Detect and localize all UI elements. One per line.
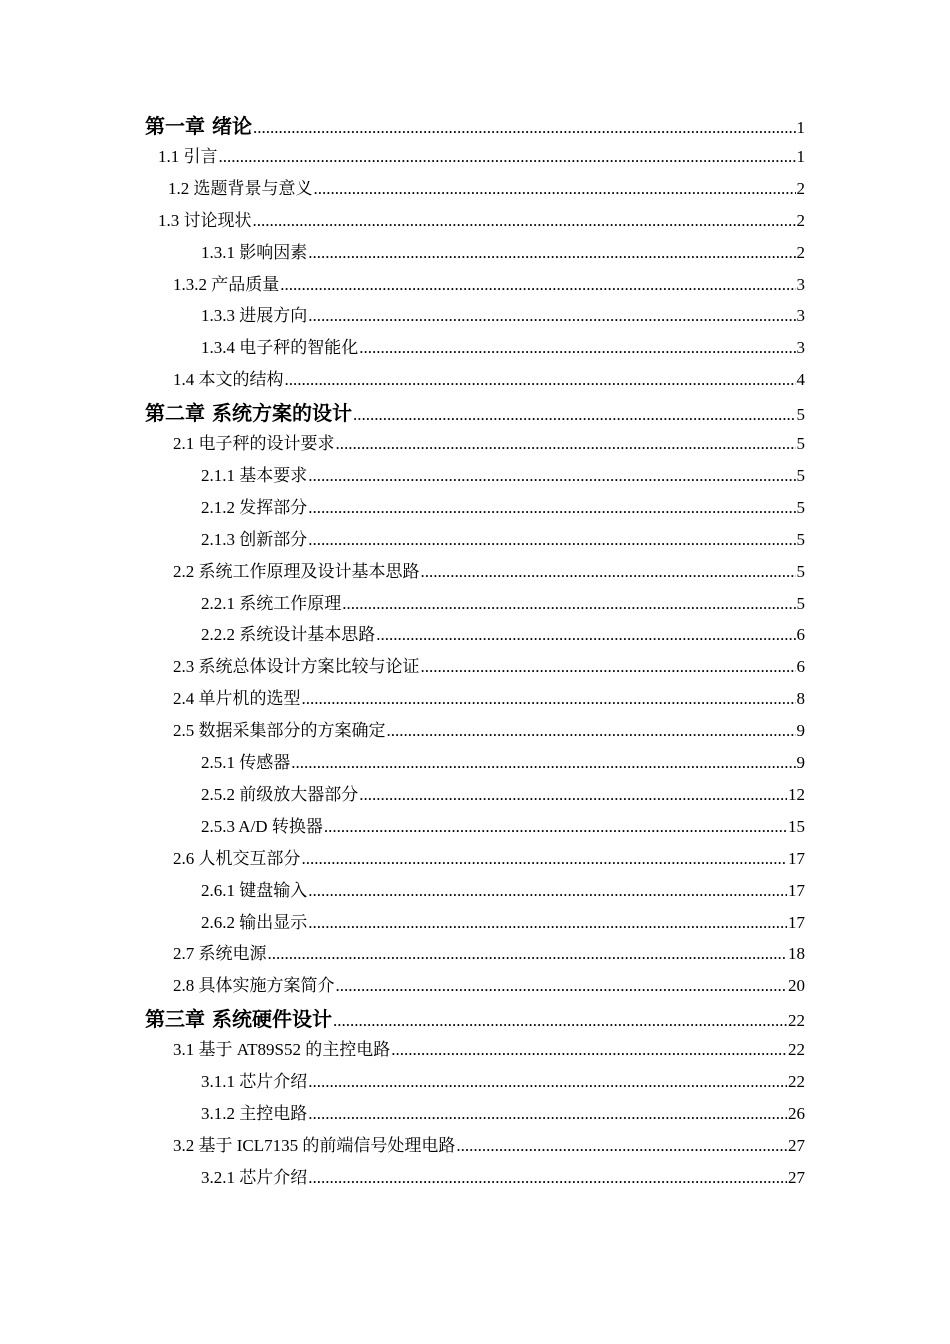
toc-entry-title: 1.3.1 影响因素 <box>201 243 308 262</box>
toc-entry-title: 3.1.1 芯片介绍 <box>201 1072 308 1091</box>
toc-page-number: 22 <box>788 1040 805 1059</box>
toc-page-number: 17 <box>788 913 805 932</box>
toc-page-number: 27 <box>788 1168 805 1187</box>
toc-dot-leader <box>314 180 796 197</box>
toc-dot-leader <box>308 467 795 484</box>
toc-section-entry[interactable] <box>158 148 805 165</box>
toc-entry-title: 1.3.3 进展方向 <box>201 306 308 325</box>
toc-page-number: 6 <box>796 657 805 676</box>
toc-page-number: 9 <box>796 753 805 772</box>
toc-dot-leader <box>302 850 788 867</box>
toc-section-entry[interactable] <box>158 212 805 229</box>
toc-chapter-entry[interactable] <box>145 1009 805 1029</box>
toc-dot-leader <box>308 531 795 548</box>
toc-dot-leader <box>253 212 796 229</box>
toc-page-number: 22 <box>788 1072 805 1091</box>
toc-page-number: 12 <box>788 785 805 804</box>
toc-dot-leader <box>421 658 796 675</box>
toc-page-number: 17 <box>788 881 805 900</box>
toc-dot-leader <box>324 818 787 835</box>
toc-section-entry[interactable] <box>173 977 805 994</box>
toc-chapter-entry[interactable] <box>145 403 805 423</box>
toc-dot-leader <box>285 371 796 388</box>
toc-dot-leader <box>353 406 796 423</box>
toc-page-number: 2 <box>796 211 805 230</box>
toc-section-entry[interactable] <box>173 563 805 580</box>
toc-page-number: 5 <box>796 434 805 453</box>
toc-entry-title: 1.1 引言 <box>158 147 218 166</box>
toc-section-entry[interactable] <box>173 945 805 962</box>
toc-subsection-entry[interactable] <box>201 1073 805 1090</box>
toc-dot-leader <box>280 276 795 293</box>
toc-subsection-entry[interactable] <box>201 786 805 803</box>
toc-dot-leader <box>308 499 795 516</box>
toc-subsection-entry[interactable] <box>201 882 805 899</box>
toc-page-number: 8 <box>796 689 805 708</box>
toc-subsection-entry[interactable] <box>201 818 805 835</box>
toc-dot-leader <box>391 1041 787 1058</box>
toc-entry-title: 3.1 基于 AT89S52 的主控电路 <box>173 1040 391 1059</box>
toc-entry-title: 2.6.1 键盘输入 <box>201 881 308 900</box>
toc-dot-leader <box>308 1169 787 1186</box>
toc-entry-title: 第二章 系统方案的设计 <box>145 401 352 425</box>
toc-page-number: 3 <box>796 306 805 325</box>
toc-section-entry[interactable] <box>173 435 805 452</box>
toc-dot-leader <box>308 307 795 324</box>
toc-entry-title: 1.4 本文的结构 <box>173 370 284 389</box>
toc-page-number: 17 <box>788 849 805 868</box>
toc-entry-title: 2.5.1 传感器 <box>201 753 291 772</box>
toc-entry-title: 2.5.3 A/D 转换器 <box>201 817 323 836</box>
toc-subsection-entry[interactable] <box>201 531 805 548</box>
toc-dot-leader <box>302 690 796 707</box>
toc-page-number: 4 <box>796 370 805 389</box>
toc-entry-title: 2.1.3 创新部分 <box>201 530 308 549</box>
toc-dot-leader <box>308 1105 787 1122</box>
toc-section-entry[interactable] <box>173 371 805 388</box>
toc-entry-title: 2.2 系统工作原理及设计基本思路 <box>173 562 420 581</box>
toc-dot-leader <box>336 977 788 994</box>
toc-entry-title: 3.2 基于 ICL7135 的前端信号处理电路 <box>173 1136 456 1155</box>
toc-page-number: 6 <box>796 625 805 644</box>
toc-entry-title: 2.1.2 发挥部分 <box>201 498 308 517</box>
toc-entry-title: 2.2.2 系统设计基本思路 <box>201 625 376 644</box>
toc-entry-title: 2.1 电子秤的设计要求 <box>173 434 335 453</box>
toc-page-number: 1 <box>796 118 805 137</box>
toc-entry-title: 1.3.4 电子秤的智能化 <box>201 338 359 357</box>
toc-chapter-entry[interactable] <box>145 116 805 136</box>
toc-subsection-entry[interactable] <box>201 339 805 356</box>
toc-entry-title: 2.8 具体实施方案简介 <box>173 976 335 995</box>
toc-page-number: 15 <box>788 817 805 836</box>
toc-section-entry[interactable] <box>168 180 805 197</box>
toc-entry-title: 第一章 绪论 <box>145 114 252 138</box>
toc-page-number: 18 <box>788 944 805 963</box>
toc-entry-title: 1.3.2 产品质量 <box>173 275 280 294</box>
toc-page-number: 5 <box>796 594 805 613</box>
toc-dot-leader <box>291 754 795 771</box>
toc-section-entry[interactable] <box>173 1041 805 1058</box>
toc-section-entry[interactable] <box>173 658 805 675</box>
toc-dot-leader <box>308 244 795 261</box>
toc-entry-title: 1.2 选题背景与意义 <box>168 179 313 198</box>
toc-dot-leader <box>219 148 796 165</box>
toc-subsection-entry[interactable] <box>201 1169 805 1186</box>
toc-section-entry[interactable] <box>173 1137 805 1154</box>
toc-page-number: 5 <box>796 562 805 581</box>
toc-subsection-entry[interactable] <box>201 914 805 931</box>
toc-entry-title: 2.3 系统总体设计方案比较与论证 <box>173 657 420 676</box>
toc-subsection-entry[interactable] <box>201 754 805 771</box>
toc-dot-leader <box>359 339 795 356</box>
toc-subsection-entry[interactable] <box>201 499 805 516</box>
toc-dot-leader <box>359 786 787 803</box>
toc-entry-title: 2.6 人机交互部分 <box>173 849 301 868</box>
toc-dot-leader <box>387 722 796 739</box>
toc-dot-leader <box>308 882 787 899</box>
toc-section-entry[interactable] <box>173 276 805 293</box>
toc-subsection-entry[interactable] <box>201 307 805 324</box>
toc-entry-title: 2.5.2 前级放大器部分 <box>201 785 359 804</box>
toc-subsection-entry[interactable] <box>201 595 805 612</box>
toc-subsection-entry[interactable] <box>201 467 805 484</box>
toc-entry-title: 3.2.1 芯片介绍 <box>201 1168 308 1187</box>
toc-entry-title: 2.7 系统电源 <box>173 944 267 963</box>
toc-dot-leader <box>376 626 795 643</box>
toc-page-number: 5 <box>796 405 805 424</box>
toc-dot-leader <box>456 1137 787 1154</box>
toc-entry-title: 第三章 系统硬件设计 <box>145 1007 332 1031</box>
toc-entry-title: 2.1.1 基本要求 <box>201 466 308 485</box>
toc-page-number: 22 <box>788 1011 805 1030</box>
toc-section-entry[interactable] <box>173 690 805 707</box>
toc-dot-leader <box>342 595 795 612</box>
toc-dot-leader <box>336 435 796 452</box>
toc-subsection-entry[interactable] <box>201 1105 805 1122</box>
toc-page-number: 26 <box>788 1104 805 1123</box>
toc-entry-title: 2.5 数据采集部分的方案确定 <box>173 721 386 740</box>
toc-page-number: 9 <box>796 721 805 740</box>
toc-page-number: 27 <box>788 1136 805 1155</box>
toc-dot-leader <box>333 1012 787 1029</box>
toc-entry-title: 1.3 讨论现状 <box>158 211 252 230</box>
toc-section-entry[interactable] <box>173 722 805 739</box>
toc-section-entry[interactable] <box>173 850 805 867</box>
toc-page-number: 3 <box>796 338 805 357</box>
toc-page-number: 1 <box>796 147 805 166</box>
toc-page-number: 2 <box>796 179 805 198</box>
toc-subsection-entry[interactable] <box>201 626 805 643</box>
toc-page-number: 3 <box>796 275 805 294</box>
toc-entry-title: 2.4 单片机的选型 <box>173 689 301 708</box>
toc-dot-leader <box>308 1073 787 1090</box>
toc-dot-leader <box>268 945 788 962</box>
toc-entry-title: 3.1.2 主控电路 <box>201 1104 308 1123</box>
toc-dot-leader <box>253 119 796 136</box>
toc-entry-title: 2.2.1 系统工作原理 <box>201 594 342 613</box>
toc-page-number: 5 <box>796 530 805 549</box>
toc-page-number: 5 <box>796 466 805 485</box>
toc-page-number: 20 <box>788 976 805 995</box>
toc-dot-leader <box>308 914 787 931</box>
toc-subsection-entry[interactable] <box>201 244 805 261</box>
toc-page-number: 5 <box>796 498 805 517</box>
toc-page-number: 2 <box>796 243 805 262</box>
toc-dot-leader <box>421 563 796 580</box>
toc-entry-title: 2.6.2 输出显示 <box>201 913 308 932</box>
